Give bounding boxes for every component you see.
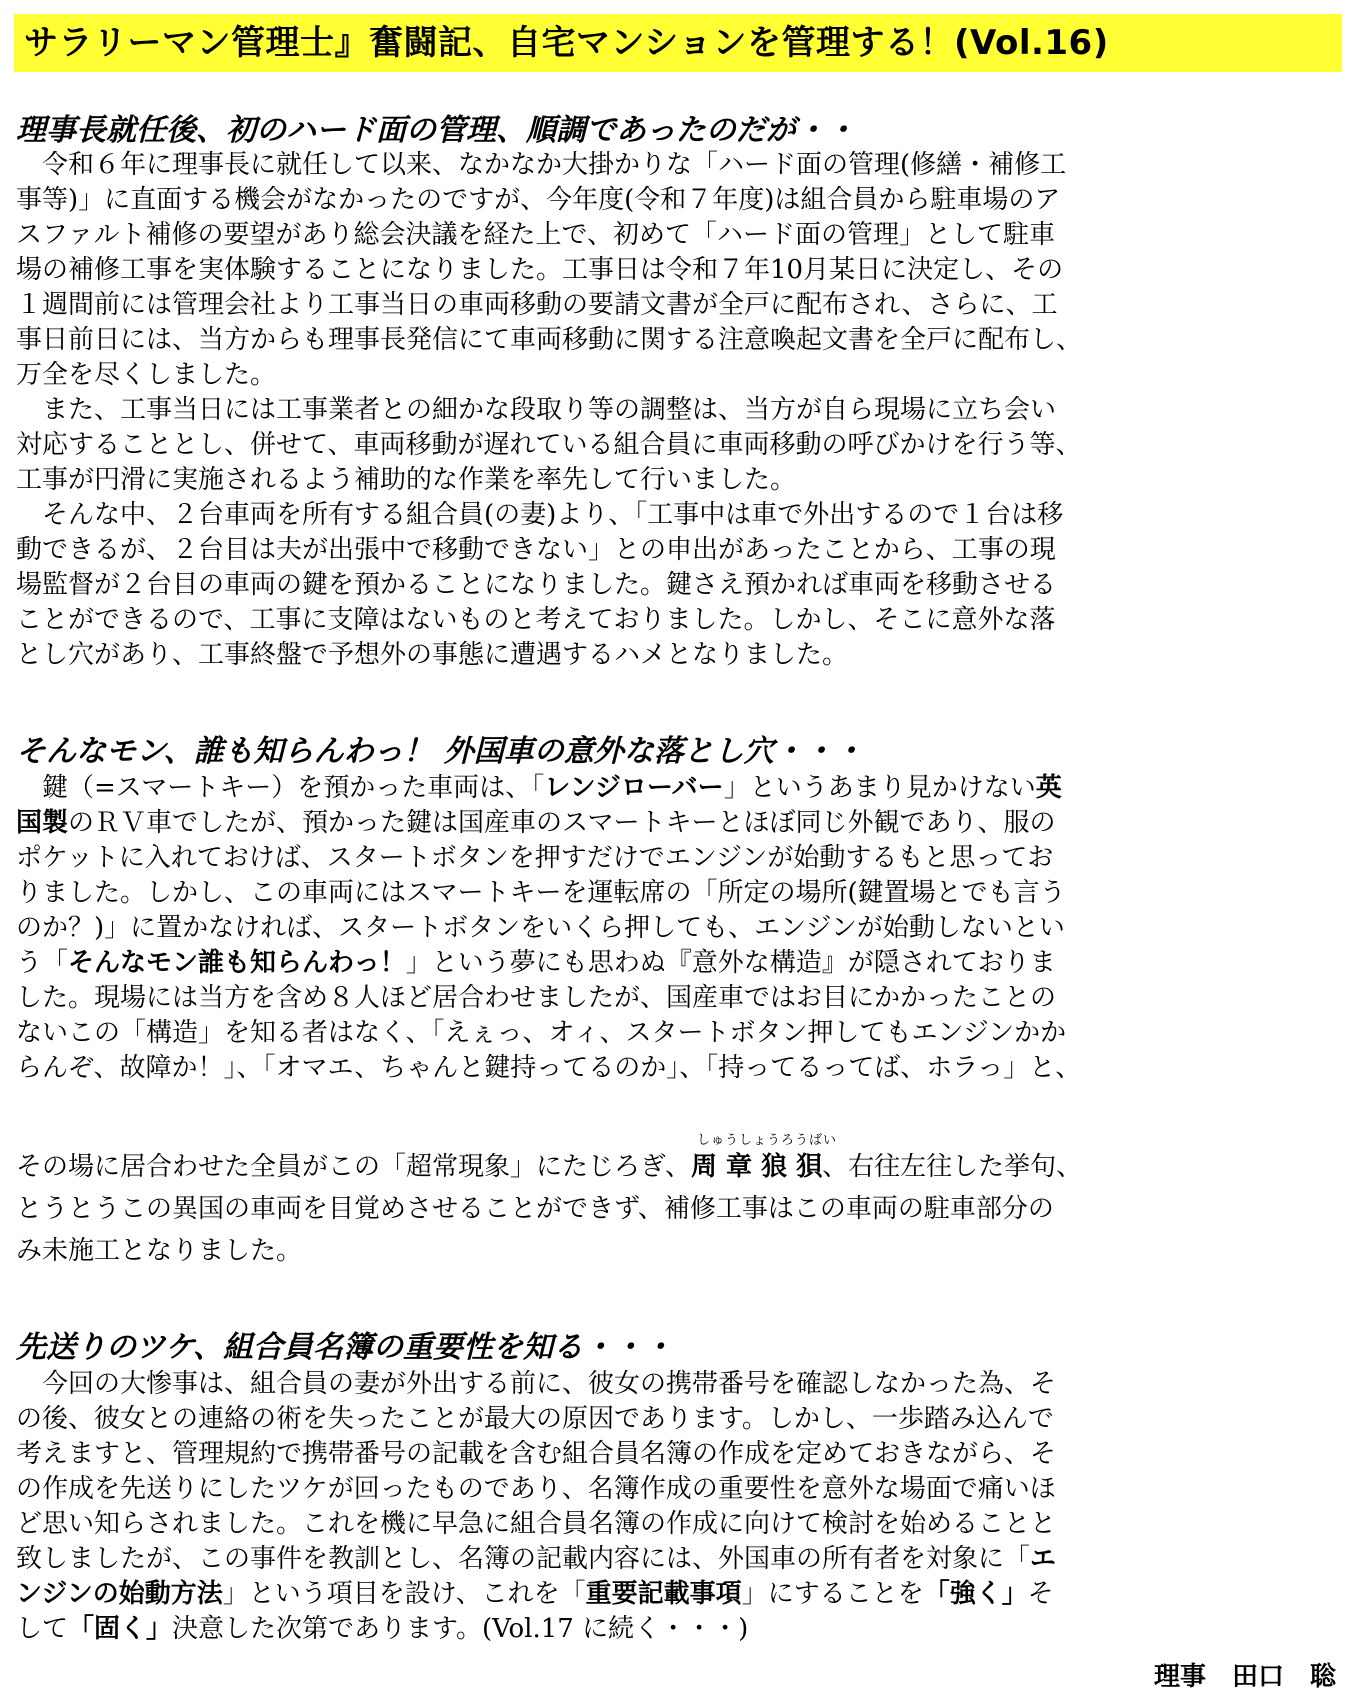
text-span: 」という夢にも思わぬ『意外な構造』が隠されておりま: [405, 948, 1056, 978]
section-1-line: そんな中、２台車両を所有する組合員(の妻)より、「工事中は車で外出するので１台は移: [16, 500, 1064, 530]
text-span: そ: [1027, 1579, 1054, 1609]
section-3-line: ど思い知らされました。これを機に早急に組合員名簿の作成に向けて検討を始めることと: [16, 1509, 1057, 1539]
section-2-line: のか？)」に置かなければ、スタートボタンをいくら押しても、エンジンが始動しないとい: [16, 913, 1065, 943]
section-1-line: 工事が円滑に実施されるよう補助的な作業を率先して行いました。: [16, 465, 797, 495]
section-1-line: 場監督が２台目の車両の鍵を預かることになりました。鍵さえ預かれば車両を移動させる: [16, 570, 1057, 600]
text-span: 鍵（=スマートキー）を預かった車両は、「: [16, 773, 545, 803]
page-title: サラリーマン管理士』奮闘記、自宅マンションを管理する！(Vol.16): [24, 23, 1109, 63]
ruby-word: [690, 1133, 837, 1184]
section-3-line: [16, 1542, 1340, 1576]
section-2-line: [16, 1133, 1340, 1184]
text-span: う「: [16, 948, 69, 978]
bold-text: ンジンの始動方法: [16, 1579, 223, 1609]
ruby-reading: しゅうしょうろうばい: [696, 1133, 837, 1148]
section-1-line: １週間前には管理会社より工事当日の車両移動の要請文書が全戸に配布され、さらに、工: [16, 290, 1058, 320]
section-2-heading: そんなモン、誰も知らんわっ！ 外国車の意外な落とし穴・・・: [16, 734, 864, 769]
section-1-line: 事等)」に直面する機会がなかったのですが、今年度(令和７年度)は組合員から駐車場のア: [16, 185, 1061, 215]
text-span: して: [16, 1614, 69, 1644]
section-1-line: 対応することとし、併せて、車両移動が遅れている組合員に車両移動の呼びかけを行う等、: [16, 430, 1082, 460]
bold-text: 国製: [16, 808, 69, 838]
section-3-line: の作成を先送りにしたツケが回ったものであり、名簿作成の重要性を意外な場面で痛いほ: [16, 1474, 1056, 1504]
section-3-heading: 先送りのツケ、組合員名簿の重要性を知る・・・: [16, 1330, 673, 1365]
section-2-line: [16, 946, 1340, 980]
bold-text: 「強く」: [923, 1579, 1028, 1609]
bold-text: そんなモン誰も知らんわっ！: [68, 948, 406, 978]
section-3-line: [16, 1577, 1340, 1611]
ruby-base: 周 章 狼 狽: [690, 1152, 823, 1182]
section-1-line: 場の補修工事を実体験することになりました。工事日は令和７年10月某日に決定し、その: [16, 255, 1064, 285]
section-2-line: りました。しかし、この車両にはスマートキーを運転席の「所定の場所(鍵置場とでも言う: [16, 878, 1066, 908]
section-2-line: らんぞ、故障か！」、「オマエ、ちゃんと鍵持ってるのか」、「持ってるってば、ホラっ」と、: [16, 1053, 1082, 1083]
section-2-line: ポケットに入れておけば、スタートボタンを押すだけでエンジンが始動するもと思ってお: [16, 843, 1054, 873]
text-span: 」という項目を設け、これを「: [222, 1579, 586, 1609]
section-2-line: [16, 806, 1340, 840]
section-2-line: み未施工となりました。: [16, 1236, 303, 1266]
section-1-line: 令和６年に理事長に就任して以来、なかなか大掛かりな「ハード面の管理(修繕・補修工: [16, 150, 1067, 180]
text-span: 、右往左往した挙句、: [822, 1152, 1083, 1182]
section-3-line: 今回の大惨事は、組合員の妻が外出する前に、彼女の携帯番号を確認しなかった為、そ: [16, 1369, 1057, 1399]
bold-text: 英: [1035, 773, 1062, 803]
author-signature: 理事 田口 聡: [1153, 1662, 1336, 1692]
section-1-heading: 理事長就任後、初のハード面の管理、順調であったのだが・・: [16, 113, 856, 148]
bold-text: 重要記載事項: [585, 1579, 742, 1609]
bold-text: エ: [1030, 1544, 1057, 1574]
text-span: 」というあまり見かけない: [723, 773, 1036, 803]
section-1-line: 動できるが、２台目は夫が出張中で移動できない」との申出があったことから、工事の現: [16, 535, 1056, 565]
section-1-line: ことができるので、工事に支障はないものと考えておりました。しかし、そこに意外な落: [16, 605, 1056, 635]
section-1-line: とし穴があり、工事終盤で予想外の事態に遭遇するハメとなりました。: [16, 640, 849, 670]
bold-text: レンジローバー: [544, 773, 724, 803]
section-3-line: [16, 1612, 1340, 1646]
section-1-line: 万全を尽くしました。: [16, 360, 277, 390]
text-span: 」にすることを: [741, 1579, 924, 1609]
section-2-line: とうとうこの異国の車両を目覚めさせることができず、補修工事はこの車両の駐車部分の: [16, 1194, 1054, 1224]
section-1-line: また、工事当日には工事業者との細かな段取り等の調整は、当方が自ら現場に立ち会い: [16, 395, 1057, 425]
text-span: その場に居合わせた全員がこの「超常現象」にたじろぎ、: [16, 1152, 691, 1182]
section-2-line: した。現場には当方を含め８人ほど居合わせましたが、国産車ではお目にかかったことの: [16, 983, 1057, 1013]
section-2-line: ないこの「構造」を知る者はなく、「えぇっ、オィ、スタートボタン押してもエンジンかか: [16, 1018, 1067, 1048]
section-1-line: スファルト補修の要望があり総会決議を経た上で、初めて「ハード面の管理」として駐車: [16, 220, 1055, 250]
text-span: 致しましたが、この事件を教訓とし、名簿の記載内容には、外国車の所有者を対象に「: [16, 1544, 1031, 1574]
text-span: のＲＶ車でしたが、預かった鍵は国産車のスマートキーとほぼ同じ外観であり、服の: [68, 808, 1056, 838]
bold-text: 「固く」: [68, 1614, 173, 1644]
section-2-line: [16, 771, 1340, 805]
text-span: 決意した次第であります。(Vol.17 に続く・・・): [172, 1614, 749, 1644]
section-3-line: の後、彼女との連絡の術を失ったことが最大の原因であります。しかし、一歩踏み込んで: [16, 1404, 1054, 1434]
title-banner: [14, 14, 1342, 72]
section-1-line: 事日前日には、当方からも理事長発信にて車両移動に関する注意喚起文書を全戸に配布し、: [16, 325, 1083, 355]
section-3-line: 考えますと、管理規約で携帯番号の記載を含む組合員名簿の作成を定めておきながら、そ: [16, 1439, 1057, 1469]
